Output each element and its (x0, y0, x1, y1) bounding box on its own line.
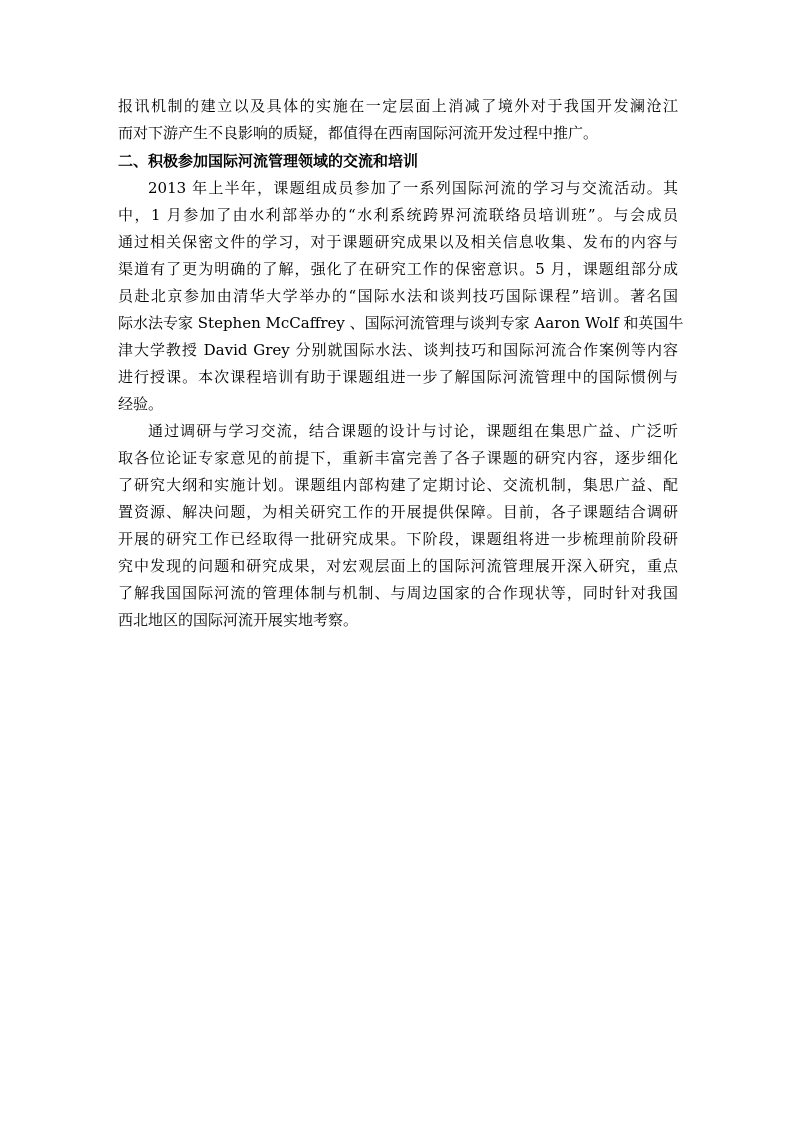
text-line: 究中发现的问题和研究成果，对宏观层面上的国际河流管理展开深入研究，重点 (118, 557, 678, 575)
text-line: 渠道有了更为明确的了解，强化了在研究工作的保密意识。5 月，课题组部分成 (118, 260, 678, 278)
text-line: 开展的研究工作已经取得一批研究成果。下阶段，课题组将进一步梳理前阶段研 (118, 530, 678, 548)
text-line: 经验。 (118, 395, 164, 413)
text-line: 员赴北京参加由清华大学举办的“国际水法和谈判技巧国际课程”培训。著名国 (118, 287, 678, 305)
section-heading: 二、积极参加国际河流管理领域的交流和培训 (118, 152, 419, 170)
text-line: 中，1 月参加了由水利部举办的“水利系统跨界河流联络员培训班”。与会成员 (118, 206, 678, 224)
text-line: 通过调研与学习交流，结合课题的设计与讨论，课题组在集思广益、广泛听 (148, 422, 678, 440)
text-line: 了解我国国际河流的管理体制与机制、与周边国家的合作现状等，同时针对我国 (118, 584, 678, 602)
text-line: 置资源、解决问题，为相关研究工作的开展提供保障。目前，各子课题结合调研 (118, 503, 678, 521)
text-line: 通过相关保密文件的学习，对于课题研究成果以及相关信息收集、发布的内容与 (118, 233, 678, 251)
paragraph-continuation (118, 93, 678, 147)
text-line: 取各位论证专家意见的前提下，重新丰富完善了各子课题的研究内容，逐步细化 (118, 449, 678, 467)
document-body (118, 93, 684, 634)
text-line: 进行授课。本次课程培训有助于课题组进一步了解国际河流管理中的国际惯例与 (118, 368, 678, 386)
text-line: 2013 年上半年，课题组成员参加了一系列国际河流的学习与交流活动。其 (148, 179, 678, 197)
text-line: 了研究大纲和实施计划。课题组内部构建了定期讨论、交流机制，集思广益、配 (118, 476, 678, 494)
paragraph-research-progress (118, 418, 678, 634)
paragraph-training (118, 175, 684, 418)
text-line: 际水法专家 Stephen McCaffrey 、国际河流管理与谈判专家 Aaron Wolf 和英国牛 (118, 314, 684, 332)
text-line: 西北地区的国际河流开展实地考察。 (118, 611, 359, 629)
text-line: 津大学教授 David Grey 分别就国际水法、谈判技巧和国际河流合作案例等内容 (118, 341, 678, 359)
text-line: 而对下游产生不良影响的质疑，都值得在西南国际河流开发过程中推广。 (118, 124, 599, 142)
text-line: 报讯机制的建立以及具体的实施在一定层面上消减了境外对于我国开发澜沧江 (118, 97, 678, 115)
